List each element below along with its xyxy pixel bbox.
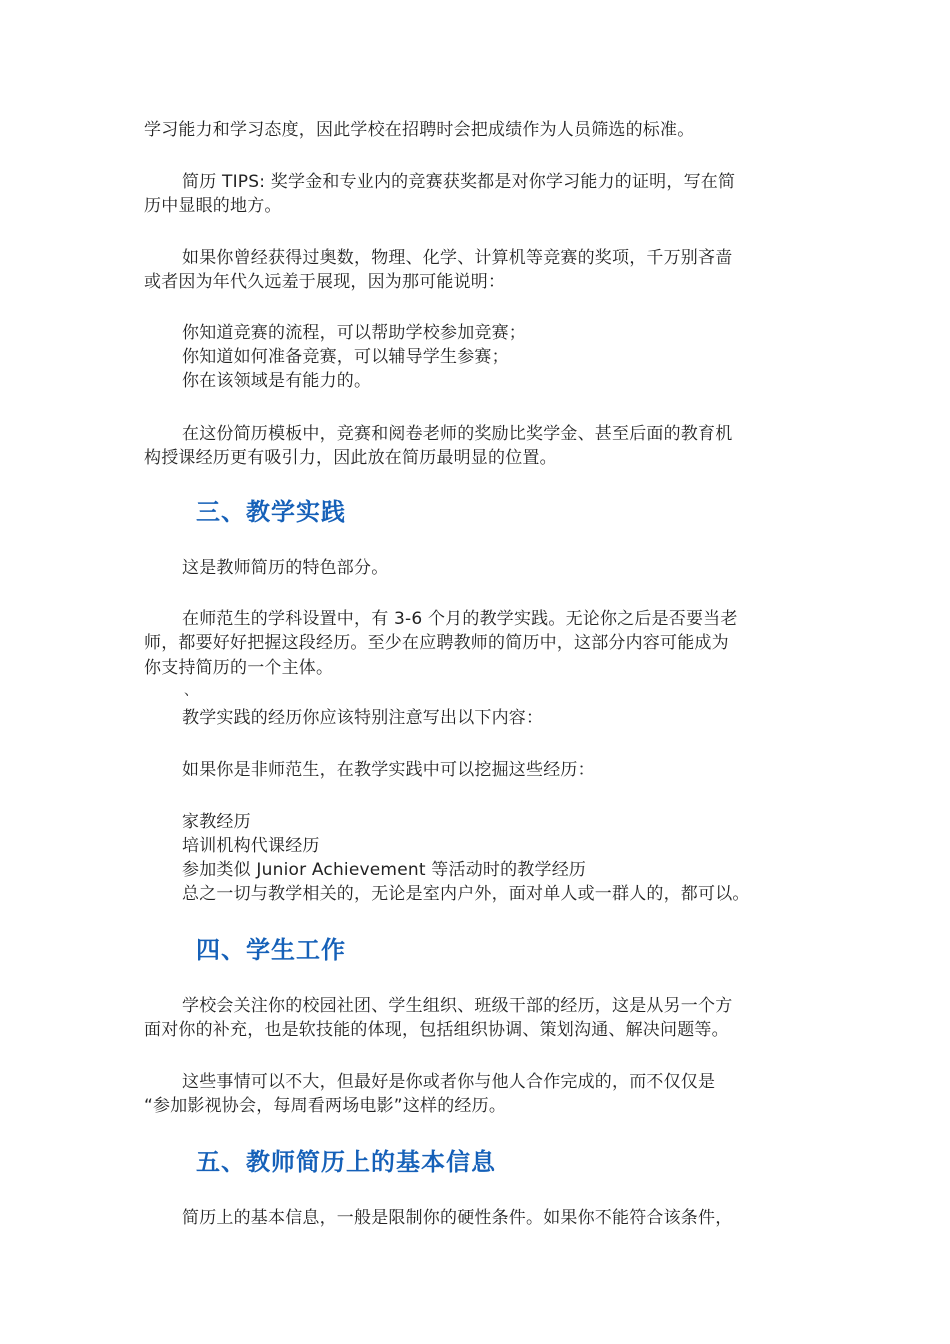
list-item: 总之一切与教学相关的，无论是室内户外，面对单人或一群人的，都可以。 (182, 884, 750, 904)
paragraph-line: 这些事情可以不大，但最好是你或者你与他人合作完成的，而不仅仅是 (182, 1072, 716, 1092)
section-heading: 五、教师简历上的基本信息 (196, 1148, 496, 1176)
paragraph-line: 如果你是非师范生，在教学实践中可以挖掘这些经历： (182, 760, 595, 780)
list-item: 培训机构代课经历 (182, 836, 320, 856)
paragraph-line: 在这份简历模板中，竞赛和阅卷老师的奖励比奖学金、甚至后面的教育机 (182, 424, 733, 444)
list-item: 你知道竞赛的流程，可以帮助学校参加竞赛； (182, 323, 526, 343)
paragraph-line: 你支持简历的一个主体。 (144, 658, 334, 678)
stray-punctuation: 、 (184, 683, 198, 699)
paragraph-line: 面对你的补充，也是软技能的体现，包括组织协调、策划沟通、解决问题等。 (144, 1020, 729, 1040)
paragraph-line: 这是教师简历的特色部分。 (182, 558, 389, 578)
section-heading: 三、教学实践 (196, 498, 346, 526)
paragraph-line: 简历上的基本信息，一般是限制你的硬性条件。如果你不能符合该条件， (182, 1208, 733, 1228)
paragraph-line: 师，都要好好把握这段经历。至少在应聘教师的简历中，这部分内容可能成为 (144, 633, 729, 653)
paragraph-line: 简历 TIPS: 奖学金和专业内的竞赛获奖都是对你学习能力的证明，写在简 (182, 172, 736, 192)
list-item: 你在该领域是有能力的。 (182, 371, 372, 391)
paragraph-line: “参加影视协会，每周看两场电影”这样的经历。 (144, 1096, 507, 1116)
paragraph-line: 历中显眼的地方。 (144, 196, 282, 216)
paragraph-line: 在师范生的学科设置中，有 3-6 个月的教学实践。无论你之后是否要当老 (182, 609, 738, 629)
paragraph-line: 学校会关注你的校园社团、学生组织、班级干部的经历，这是从另一个方 (182, 996, 733, 1016)
section-heading: 四、学生工作 (196, 936, 346, 964)
paragraph-line: 或者因为年代久远羞于展现，因为那可能说明： (144, 272, 506, 292)
list-item: 家教经历 (182, 812, 251, 832)
paragraph-line: 构授课经历更有吸引力，因此放在简历最明显的位置。 (144, 448, 557, 468)
paragraph-line: 如果你曾经获得过奥数，物理、化学、计算机等竞赛的奖项，千万别吝啬 (182, 248, 733, 268)
paragraph-line: 教学实践的经历你应该特别注意写出以下内容： (182, 708, 544, 728)
list-item: 参加类似 Junior Achievement 等活动时的教学经历 (182, 860, 587, 880)
paragraph-line: 学习能力和学习态度，因此学校在招聘时会把成绩作为人员筛选的标准。 (144, 120, 695, 140)
list-item: 你知道如何准备竞赛，可以辅导学生参赛； (182, 347, 509, 367)
